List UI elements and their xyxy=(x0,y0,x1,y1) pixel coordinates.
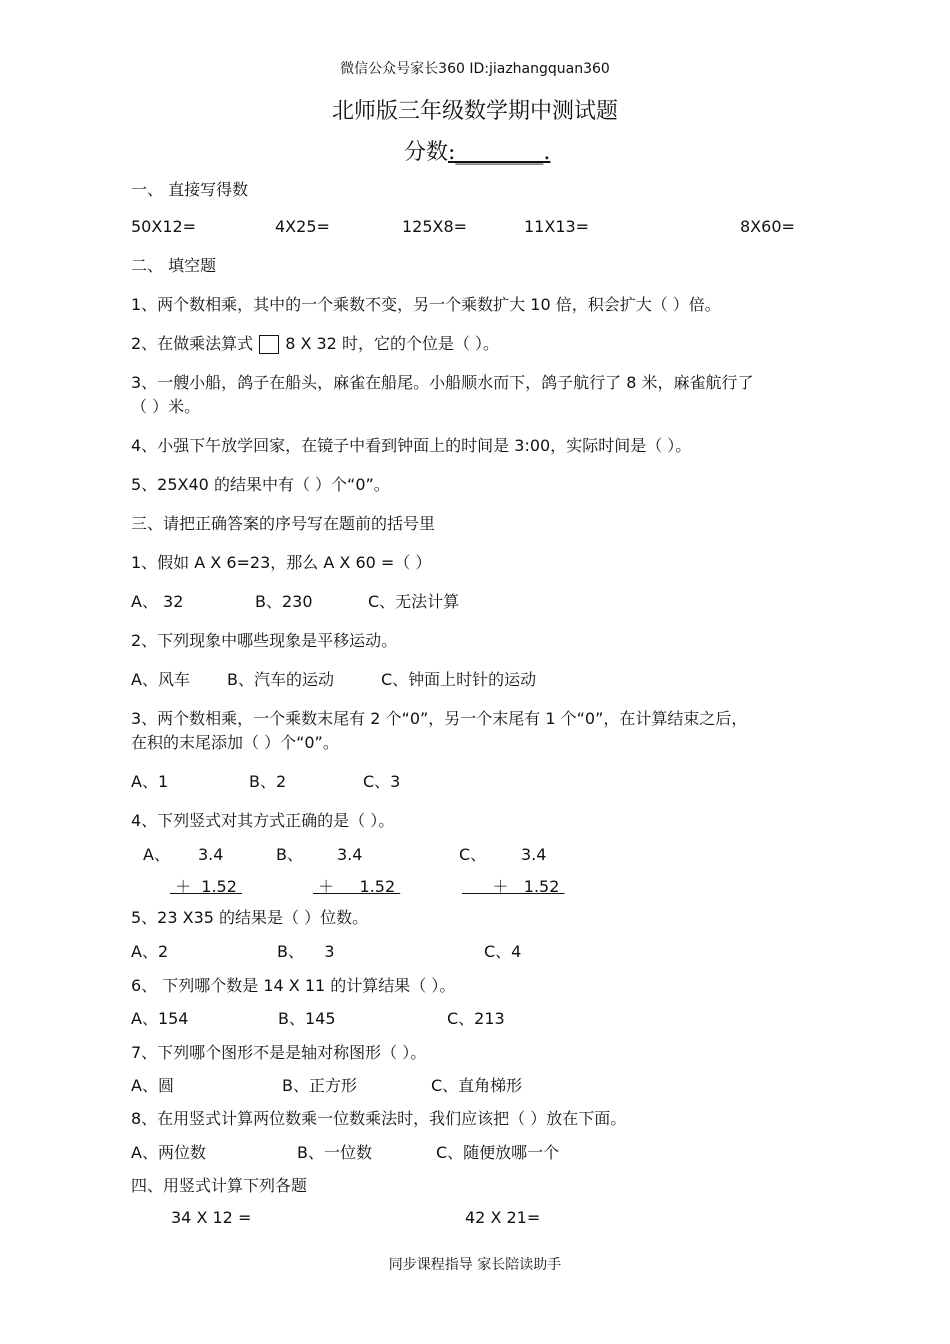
fill-question: 1、两个数相乘，其中的一个乘数不变，另一个乘数扩大 10 倍，积会扩大（ ）倍。 xyxy=(131,295,721,314)
choice-option: C、4 xyxy=(484,942,522,961)
vertical-calc-item: 42 X 21= xyxy=(465,1208,541,1227)
choice-question: 在积的末尾添加（ ）个“0”。 xyxy=(131,733,339,752)
score-blank[interactable]: :________. xyxy=(448,140,551,165)
fill-question: （ ）米。 xyxy=(131,397,201,416)
question-text: 2、在做乘法算式 xyxy=(131,334,254,353)
choice-option: A、2 xyxy=(131,942,169,961)
fill-question xyxy=(131,334,499,354)
choice-option: B、 3 xyxy=(277,942,335,961)
choice-option: A、154 xyxy=(131,1009,189,1028)
calc-item: 50X12= xyxy=(131,217,197,236)
addend-top: 3.4 xyxy=(337,845,363,864)
fill-question: 3、一艘小船，鸽子在船头，麻雀在船尾。小船顺水而下，鸽子航行了 8 米，麻雀航行了 xyxy=(131,373,754,392)
addend-top: 3.4 xyxy=(521,845,547,864)
score-line xyxy=(404,135,550,166)
option-label: C、 xyxy=(459,845,487,864)
page-header: 微信公众号家长360 ID:jiazhangquan360 xyxy=(340,61,610,77)
choice-option: A、 32 xyxy=(131,592,184,611)
choice-question: 5、23 X35 的结果是（ ）位数。 xyxy=(131,908,369,927)
section1-title: 一、 直接写得数 xyxy=(131,180,249,199)
choice-option: C、无法计算 xyxy=(368,592,460,611)
choice-option: C、3 xyxy=(363,772,401,791)
section3-title: 三、请把正确答案的序号写在题前的括号里 xyxy=(131,514,436,533)
addend-bottom: ＋ 1.52 xyxy=(170,877,242,896)
choice-option: C、直角梯形 xyxy=(431,1076,523,1095)
calc-item: 4X25= xyxy=(275,217,330,236)
section4-title: 四、用竖式计算下列各题 xyxy=(131,1176,308,1195)
choice-question: 7、下列哪个图形不是是轴对称图形（ ）。 xyxy=(131,1043,427,1062)
choice-question: 3、两个数相乘，一个乘数末尾有 2 个“0”，另一个末尾有 1 个“0”，在计算结束之后， xyxy=(131,709,748,728)
choice-option: C、213 xyxy=(447,1009,505,1028)
choice-question: 6、 下列哪个数是 14 X 11 的计算结果（ ）。 xyxy=(131,976,456,995)
choice-option: B、2 xyxy=(249,772,287,791)
choice-option: B、一位数 xyxy=(297,1143,372,1162)
section2-title: 二、 填空题 xyxy=(131,256,217,275)
page-footer: 同步课程指导 家长陪读助手 xyxy=(388,1257,562,1273)
choice-option: B、230 xyxy=(255,592,313,611)
calc-item: 11X13= xyxy=(524,217,590,236)
addend-bottom: ＋ 1.52 xyxy=(462,877,565,896)
choice-option: B、145 xyxy=(278,1009,336,1028)
blank-box[interactable] xyxy=(259,335,279,354)
question-text: 8 X 32 时，它的个位是（ ）。 xyxy=(285,334,500,353)
calc-item: 8X60= xyxy=(740,217,795,236)
choice-option: B、正方形 xyxy=(282,1076,357,1095)
addend-bottom: ＋ 1.52 xyxy=(313,877,401,896)
fill-question: 5、25X40 的结果中有（ ）个“0”。 xyxy=(131,475,390,494)
vertical-calc-item: 34 X 12 = xyxy=(171,1208,252,1227)
choice-question: 1、假如 A X 6=23，那么 A X 60 =（ ） xyxy=(131,553,432,572)
choice-option: C、钟面上时针的运动 xyxy=(381,670,537,689)
choice-question: 8、在用竖式计算两位数乘一位数乘法时，我们应该把（ ）放在下面。 xyxy=(131,1109,627,1128)
addend-top: 3.4 xyxy=(198,845,224,864)
choice-question: 4、下列竖式对其方式正确的是（ ）。 xyxy=(131,811,395,830)
choice-question: 2、下列现象中哪些现象是平移运动。 xyxy=(131,631,398,650)
score-label: 分数 xyxy=(404,140,449,165)
choice-option: A、1 xyxy=(131,772,169,791)
calc-item: 125X8= xyxy=(402,217,468,236)
choice-option: B、汽车的运动 xyxy=(227,670,334,689)
fill-question: 4、小强下午放学回家，在镜子中看到钟面上的时间是 3:00，实际时间是（ ）。 xyxy=(131,436,692,455)
choice-option: A、两位数 xyxy=(131,1143,206,1162)
page-title: 北师版三年级数学期中测试题 xyxy=(331,99,618,124)
choice-option: A、圆 xyxy=(131,1076,174,1095)
option-label: B、 xyxy=(276,845,303,864)
choice-option: C、随便放哪一个 xyxy=(436,1143,560,1162)
option-label: A、 xyxy=(143,845,170,864)
choice-option: A、风车 xyxy=(131,670,190,689)
